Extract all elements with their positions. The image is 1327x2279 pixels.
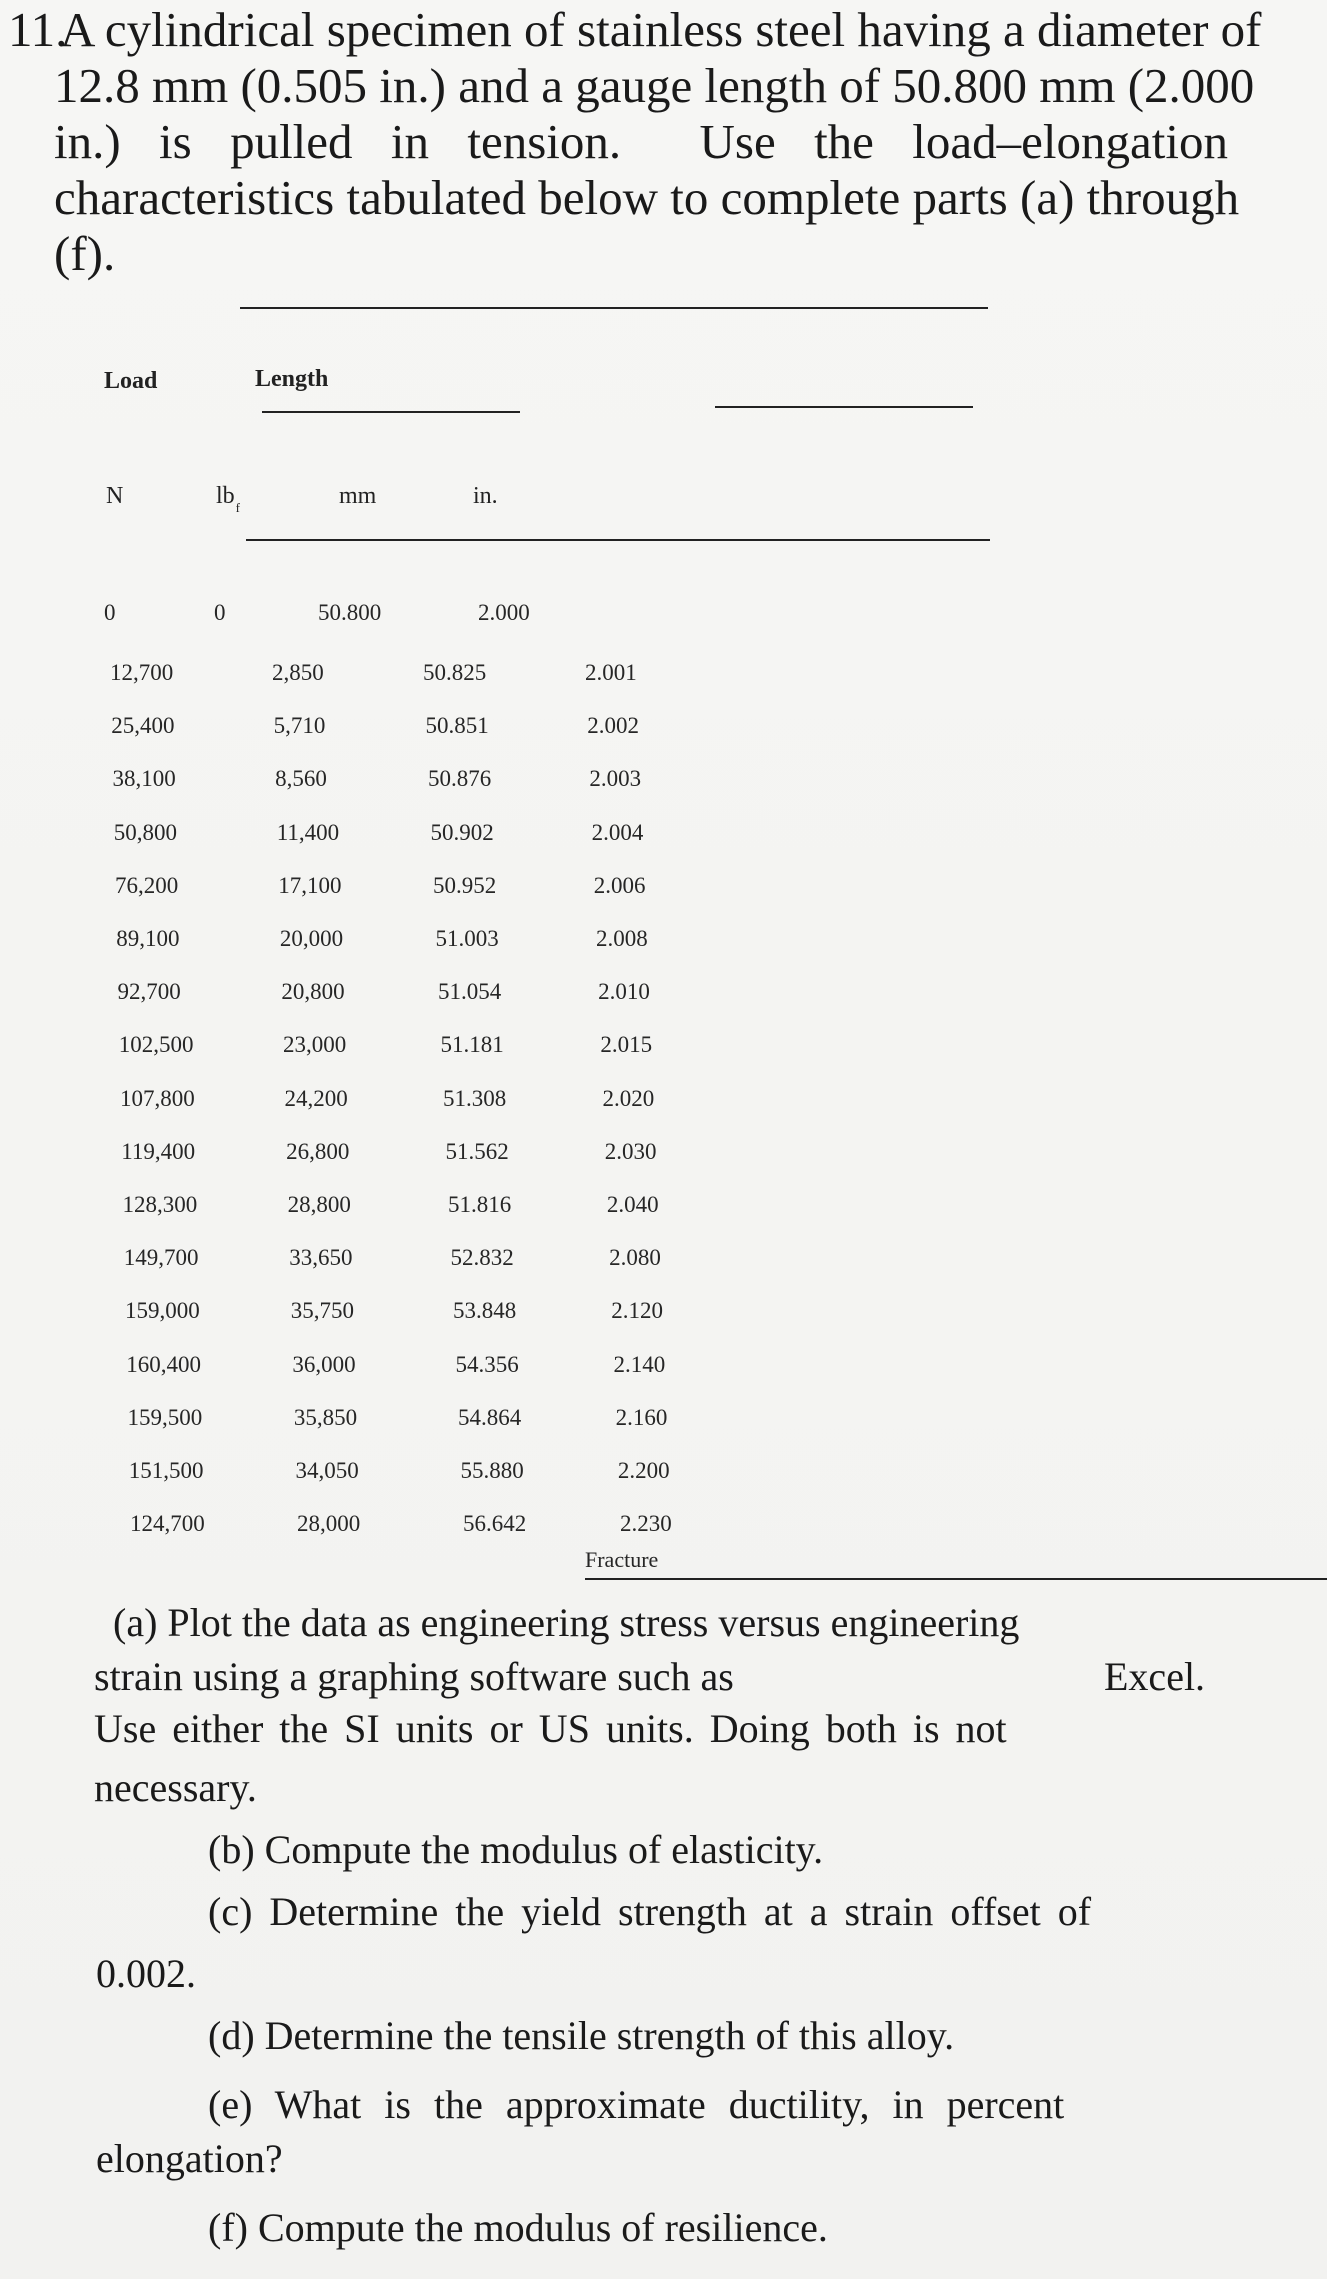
cell-length-in: 2.120 [611, 1298, 663, 1324]
cell-load-lbf: 23,000 [282, 1032, 347, 1058]
cell-load-n: 160,400 [126, 1351, 201, 1377]
cell-load-n: 12,700 [110, 660, 174, 685]
part-a-line-1: (a) Plot the data as engineering stress versus engineering [113, 1600, 1020, 1645]
cell-length-in: 2.004 [591, 819, 644, 845]
cell-length-mm: 50.825 [423, 660, 487, 685]
cell-load-n: 159,500 [127, 1404, 203, 1430]
part-a-line-2-right: Excel. [1104, 1654, 1206, 1699]
cell-length-in: 2.040 [606, 1192, 659, 1217]
problem-statement [8, 2, 1262, 282]
cell-load-n: 107,800 [120, 1085, 195, 1111]
problem-line-2: 12.8 mm (0.505 in.) and a gauge length of 50.800 mm (2.000 [54, 58, 1255, 113]
header-bottom-rule [246, 539, 990, 541]
cell-length-in: 2.200 [617, 1458, 670, 1483]
header-n: N [106, 483, 124, 509]
cell-load-n: 102,500 [118, 1032, 194, 1058]
cell-load-lbf: 34,050 [295, 1458, 359, 1483]
cell-load-n: 0 [104, 600, 116, 625]
cell-length-mm: 56.642 [463, 1511, 527, 1537]
problem-line-4: characteristics tabulated below to complete parts (a) through [54, 170, 1240, 225]
header-in: in. [473, 483, 498, 509]
cell-length-in: 2.015 [600, 1032, 653, 1058]
cell-load-n: 50,800 [113, 819, 177, 845]
part-f: (f) Compute the modulus of resilience. [208, 2205, 828, 2250]
cell-load-n: 119,400 [121, 1138, 196, 1164]
header-lbf: $lb_f$ [216, 483, 241, 515]
cell-load-lbf: 35,750 [290, 1298, 354, 1324]
cell-load-n: 149,700 [123, 1245, 199, 1271]
cell-load-lbf: 17,100 [278, 872, 342, 898]
cell-length-in: 2.006 [593, 872, 646, 898]
table-top-rule [240, 307, 988, 309]
cell-length-in: 2.020 [602, 1085, 655, 1111]
cell-length-mm: 54.356 [455, 1351, 519, 1377]
cell-load-lbf: 0 [214, 600, 226, 625]
part-c-line-2: 0.002. [96, 1951, 196, 1996]
cell-length-in: 2.160 [615, 1404, 668, 1430]
cell-length-mm: 51.308 [443, 1085, 507, 1111]
cell-load-lbf: 20,000 [279, 926, 344, 951]
cell-length-mm: 51.181 [440, 1032, 504, 1058]
cell-length-in: 2.080 [609, 1245, 661, 1271]
cell-length-in: 2.230 [620, 1511, 672, 1537]
part-a-line-2-left: strain using a graphing software such as [94, 1654, 734, 1699]
cell-length-mm: 51.054 [438, 979, 502, 1005]
cell-length-in: 2.030 [604, 1138, 657, 1164]
cell-length-in: 2.001 [585, 660, 637, 685]
cell-length-in: 2.008 [595, 926, 648, 951]
cell-length-in: 2.010 [598, 979, 650, 1005]
cell-length-mm: 50.851 [425, 713, 489, 739]
cell-length-mm: 54.864 [458, 1404, 522, 1430]
cell-load-lbf: 11,400 [276, 819, 340, 845]
cell-length-in: 2.000 [478, 600, 530, 625]
cell-load-n: 151,500 [128, 1458, 204, 1483]
problem-number: 11. [8, 2, 68, 57]
fracture-label: Fracture [585, 1547, 659, 1572]
cell-load-lbf: 26,800 [286, 1138, 350, 1164]
cell-load-lbf: 35,850 [293, 1404, 358, 1430]
part-a-line-3: Use either the SI units or US units. Doing both is not [94, 1706, 1007, 1751]
cell-load-lbf: 28,800 [287, 1192, 351, 1217]
problem-line-3: in.) is pulled in tension. Use the load–elongation [54, 114, 1228, 169]
part-d: (d) Determine the tensile strength of this alloy. [208, 2013, 955, 2058]
cell-length-mm: 51.003 [435, 926, 499, 951]
cell-load-n: 38,100 [112, 766, 176, 792]
cell-load-lbf: 36,000 [292, 1351, 356, 1377]
cell-load-lbf: 28,000 [297, 1511, 361, 1537]
cell-length-mm: 50.876 [428, 766, 492, 792]
cell-length-mm: 55.880 [460, 1458, 524, 1483]
cell-load-lbf: 5,710 [273, 713, 326, 739]
cell-load-lbf: 24,200 [284, 1085, 348, 1111]
cell-length-mm: 50.952 [433, 872, 497, 898]
cell-load-n: 89,100 [116, 926, 180, 951]
problem-line-1: 11.A cylindrical specimen of stainless steel having a diameter of [8, 2, 1262, 57]
problem-line-5: (f). [54, 226, 116, 281]
cell-load-n: 25,400 [111, 713, 175, 739]
cell-length-in: 2.002 [587, 713, 639, 739]
cell-length-in: 2.003 [589, 766, 642, 792]
cell-length-mm: 51.816 [448, 1192, 512, 1217]
header-load: Load [104, 368, 158, 394]
part-c-line-1: (c) Determine the yield strength at a strain offset of [208, 1889, 1092, 1934]
cell-length-mm: 50.800 [318, 600, 382, 625]
length-mm-rule [262, 411, 520, 413]
cell-length-mm: 52.832 [450, 1245, 514, 1271]
length-in-rule [715, 406, 973, 408]
cell-load-n: 76,200 [115, 872, 179, 898]
cell-length-mm: 53.848 [453, 1298, 517, 1324]
part-e-line-1: (e) What is the approximate ductility, in percent [208, 2082, 1065, 2127]
cell-load-n: 92,700 [117, 979, 181, 1005]
cell-length-mm: 50.902 [430, 819, 494, 845]
cell-load-lbf: 20,800 [281, 979, 345, 1005]
cell-load-lbf: 2,850 [272, 660, 324, 685]
cell-load-n: 159,000 [125, 1298, 200, 1324]
cell-load-lbf: 33,650 [289, 1245, 353, 1271]
cell-load-lbf: 8,560 [275, 766, 327, 792]
part-a-line-4: necessary. [94, 1765, 257, 1810]
cell-length-in: 2.140 [613, 1351, 666, 1377]
header-length: Length [255, 366, 329, 392]
table-bottom-rule [585, 1578, 1327, 1580]
cell-load-n: 124,700 [130, 1511, 205, 1537]
header-mm: mm [339, 483, 377, 509]
part-b: (b) Compute the modulus of elasticity. [208, 1827, 824, 1872]
part-e-line-2: elongation? [96, 2136, 283, 2181]
cell-load-n: 128,300 [122, 1192, 198, 1217]
cell-length-mm: 51.562 [445, 1138, 509, 1164]
